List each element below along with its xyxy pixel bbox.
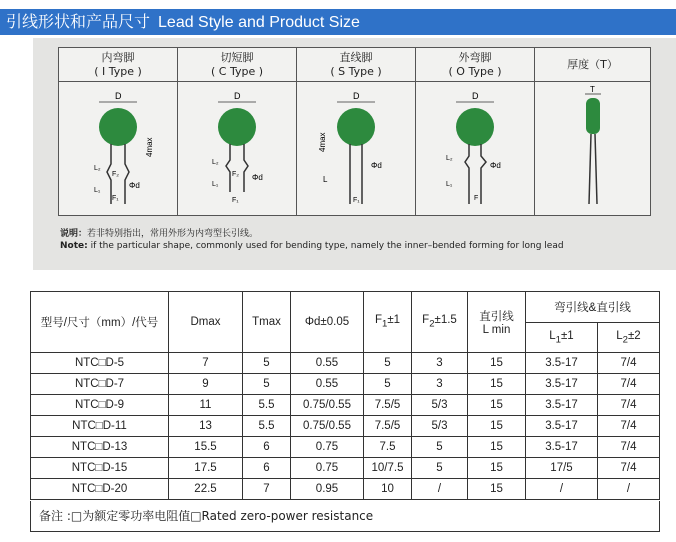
cell-phid: 0.75/0.55	[291, 416, 364, 437]
cell-lmin: 15	[468, 374, 526, 395]
cell-tmax: 5	[243, 374, 291, 395]
cell-f2: 5/3	[412, 395, 468, 416]
cell-phid: 0.75	[291, 458, 364, 479]
cell-l1: 3.5-17	[526, 395, 598, 416]
cell-model: NTC□D-11	[31, 416, 169, 437]
table-row	[31, 395, 660, 416]
diagram-thickness	[535, 82, 651, 216]
svg-text:L₁: L₁	[446, 181, 453, 188]
cell-dmax: 11	[169, 395, 243, 416]
cell-dmax: 15.5	[169, 437, 243, 458]
cell-lmin: 15	[468, 353, 526, 374]
product-size-table	[30, 291, 660, 500]
cell-lmin: 15	[468, 458, 526, 479]
svg-text:L₂: L₂	[446, 155, 453, 162]
lead-style-diagram-table	[58, 47, 651, 216]
lead-style-diagram-photo	[33, 38, 676, 270]
diagram-o-type	[416, 82, 535, 216]
header-tmax: Tmax	[243, 292, 291, 353]
svg-text:D: D	[472, 91, 479, 101]
cell-phid: 0.75	[291, 437, 364, 458]
cell-f1: 10/7.5	[364, 458, 412, 479]
svg-text:D: D	[115, 91, 122, 101]
svg-text:F₁: F₁	[353, 197, 360, 204]
cell-l2: 7/4	[598, 437, 660, 458]
cell-l2: /	[598, 479, 660, 500]
diagram-note-en: Note: if the particular shape, commonly used for bending type, namely the inner–bended forming for long lead	[60, 241, 564, 251]
header-dmax: Dmax	[169, 292, 243, 353]
cell-f2: 3	[412, 353, 468, 374]
cell-f1: 7.5/5	[364, 395, 412, 416]
table-row	[31, 458, 660, 479]
cell-l1: 17/5	[526, 458, 598, 479]
svg-text:4max: 4max	[318, 132, 327, 152]
cell-f2: 5/3	[412, 416, 468, 437]
cell-l1: 3.5-17	[526, 437, 598, 458]
diagram-c-type	[178, 82, 297, 216]
cell-l2: 7/4	[598, 374, 660, 395]
cell-model: NTC□D-9	[31, 395, 169, 416]
svg-text:F₁: F₁	[232, 197, 239, 204]
cell-model: NTC□D-7	[31, 374, 169, 395]
cell-f2: /	[412, 479, 468, 500]
diagram-note-zh: 说明：若非特别指出，常用外形为内弯型长引线。	[60, 229, 259, 239]
header-bent-straight-leads: 弯引线&直引线	[526, 292, 660, 323]
cell-f2: 5	[412, 437, 468, 458]
cell-f1: 7.5/5	[364, 416, 412, 437]
header-f2: $F_2\pm 1.5$	[412, 292, 468, 353]
banner-title-en: Lead Style and Product Size	[158, 14, 360, 31]
diagram-i-type	[59, 82, 178, 216]
cell-f2: 3	[412, 374, 468, 395]
cell-lmin: 15	[468, 416, 526, 437]
cell-lmin: 15	[468, 479, 526, 500]
col-header-thickness: 厚度（T）	[535, 48, 651, 82]
header-model: 型号/尺寸（mm）/代号	[31, 292, 169, 353]
cell-l2: 7/4	[598, 353, 660, 374]
svg-text:Φd: Φd	[252, 173, 263, 182]
cell-dmax: 9	[169, 374, 243, 395]
col-header-o-type: 外弯脚 ( O Type )	[416, 48, 535, 82]
header-phid: Φd±0.05	[291, 292, 364, 353]
cell-phid: 0.55	[291, 374, 364, 395]
cell-model: NTC□D-13	[31, 437, 169, 458]
cell-f1: 5	[364, 353, 412, 374]
cell-dmax: 7	[169, 353, 243, 374]
cell-tmax: 6	[243, 437, 291, 458]
svg-text:L₂: L₂	[94, 165, 101, 172]
cell-dmax: 22.5	[169, 479, 243, 500]
table-row	[31, 437, 660, 458]
cell-l1: 3.5-17	[526, 416, 598, 437]
cell-model: NTC□D-5	[31, 353, 169, 374]
svg-text:L₁: L₁	[212, 181, 219, 188]
svg-text:Φd: Φd	[490, 161, 501, 170]
cell-tmax: 5.5	[243, 416, 291, 437]
banner-title-zh: 引线形状和产品尺寸	[6, 12, 151, 31]
svg-text:F₁: F₁	[112, 195, 119, 202]
svg-text:L: L	[323, 175, 328, 184]
cell-lmin: 15	[468, 437, 526, 458]
col-header-i-type: 内弯脚 ( I Type )	[59, 48, 178, 82]
svg-text:Φd: Φd	[371, 161, 382, 170]
cell-l2: 7/4	[598, 395, 660, 416]
svg-text:L₁: L₁	[94, 187, 101, 194]
cell-model: NTC□D-20	[31, 479, 169, 500]
cell-phid: 0.75/0.55	[291, 395, 364, 416]
cell-f2: 5	[412, 458, 468, 479]
cell-lmin: 15	[468, 395, 526, 416]
table-row	[31, 479, 660, 500]
header-lmin: 直引线 L min	[468, 292, 526, 353]
col-header-s-type: 直线脚 ( S Type )	[297, 48, 416, 82]
table-row	[31, 374, 660, 395]
cell-l1: /	[526, 479, 598, 500]
cell-f1: 5	[364, 374, 412, 395]
header-f1: $F_1\pm 1$	[364, 292, 412, 353]
svg-text:L₂: L₂	[212, 159, 219, 166]
svg-text:T: T	[589, 85, 595, 94]
cell-tmax: 5.5	[243, 395, 291, 416]
cell-l2: 7/4	[598, 416, 660, 437]
cell-tmax: 6	[243, 458, 291, 479]
svg-text:Φd: Φd	[129, 181, 140, 190]
header-l2: $L_2\pm 2$	[598, 323, 660, 353]
cell-f1: 10	[364, 479, 412, 500]
svg-text:D: D	[353, 91, 360, 101]
cell-phid: 0.55	[291, 353, 364, 374]
svg-text:4max: 4max	[145, 137, 154, 157]
cell-model: NTC□D-15	[31, 458, 169, 479]
svg-text:F: F	[474, 195, 479, 202]
cell-tmax: 7	[243, 479, 291, 500]
svg-text:D: D	[234, 91, 241, 101]
section-banner	[0, 9, 676, 35]
cell-l2: 7/4	[598, 458, 660, 479]
cell-phid: 0.95	[291, 479, 364, 500]
table-remark: 备注 :□为额定零功率电阻值□Rated zero-power resistance	[30, 501, 660, 532]
cell-l1: 3.5-17	[526, 353, 598, 374]
cell-l1: 3.5-17	[526, 374, 598, 395]
cell-f1: 7.5	[364, 437, 412, 458]
cell-tmax: 5	[243, 353, 291, 374]
diagram-s-type	[297, 82, 416, 216]
cell-dmax: 17.5	[169, 458, 243, 479]
header-l1: $L_1\pm 1$	[526, 323, 598, 353]
table-row	[31, 416, 660, 437]
svg-text:F₂: F₂	[112, 171, 119, 178]
table-row	[31, 353, 660, 374]
svg-text:F₂: F₂	[232, 171, 239, 178]
cell-dmax: 13	[169, 416, 243, 437]
col-header-c-type: 切短脚 ( C Type )	[178, 48, 297, 82]
